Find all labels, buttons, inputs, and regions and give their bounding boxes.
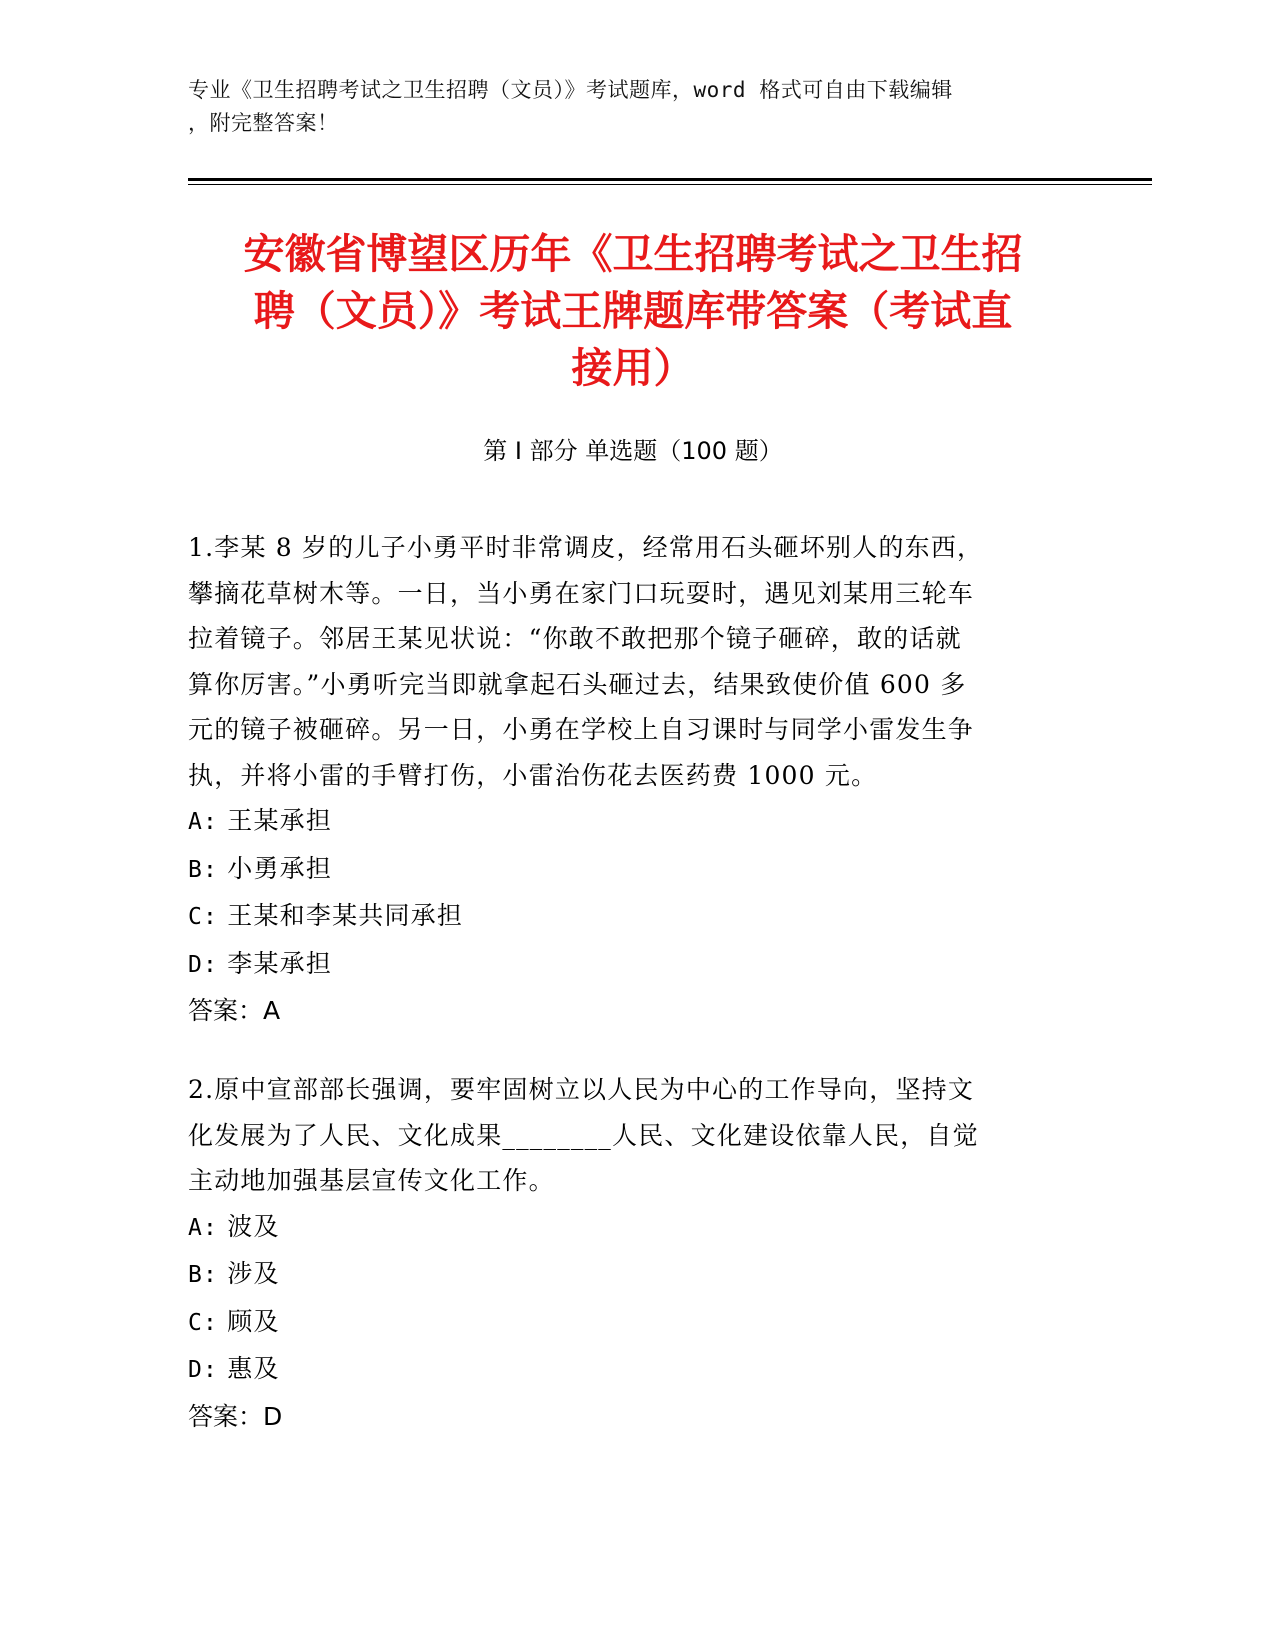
stem-line: 1.李某 8 岁的儿子小勇平时非常调皮，经常用石头砸坏别人的东西， xyxy=(188,533,984,562)
option-letter: D: xyxy=(188,1357,219,1383)
option-letter: D: xyxy=(188,951,219,978)
option-letter: B: xyxy=(188,856,219,883)
answer: 答案：A xyxy=(188,996,281,1025)
option-text: 涉及 xyxy=(227,1259,280,1288)
option-b xyxy=(188,846,1068,894)
stem-line: 化发展为了人民、文化成果________人民、文化建设依靠人民，自觉 xyxy=(188,1120,979,1150)
header-divider-thin xyxy=(188,184,1152,185)
title-line: 聘（文员）》考试王牌题库带答案（考试直 xyxy=(253,287,1013,335)
option-a xyxy=(188,1204,1068,1252)
option-text: 王某和李某共同承担 xyxy=(227,901,464,930)
option-d xyxy=(188,941,1068,989)
header-note-line: ，附完整答案！ xyxy=(188,111,339,135)
title-line: 接用） xyxy=(571,344,695,392)
stem-line: 元的镜子被砸碎。另一日，小勇在学校上自习课时与同学小雷发生争 xyxy=(188,715,975,744)
title-line: 安徽省博望区历年《卫生招聘考试之卫生招 xyxy=(243,230,1023,278)
header-divider-thick xyxy=(188,178,1152,181)
stem-line: 攀摘花草树木等。一日，当小勇在家门口玩耍时，遇见刘某用三轮车 xyxy=(188,578,975,608)
option-text: 顾及 xyxy=(227,1306,280,1336)
option-text: 惠及 xyxy=(227,1354,280,1383)
option-text: 李某承担 xyxy=(227,948,333,978)
document-title xyxy=(188,226,1078,397)
option-text: 小勇承担 xyxy=(227,853,333,883)
stem-line: 拉着镜子。邻居王某见状说：“你敢不敢把那个镜子砸碎，敢的话就 xyxy=(188,624,962,653)
option-letter: A: xyxy=(188,809,219,835)
option-c xyxy=(188,893,1068,941)
stem-line: 2.原中宣部部长强调，要牢固树立以人民为中心的工作导向，坚持文 xyxy=(188,1075,975,1104)
option-c xyxy=(188,1299,1068,1347)
header-note xyxy=(188,74,1068,140)
option-letter: C: xyxy=(188,1309,219,1336)
answer: 答案：D xyxy=(188,1401,283,1431)
section-heading: 第 I 部分 单选题（100 题） xyxy=(483,437,783,465)
stem-line: 主动地加强基层宣传文化工作。 xyxy=(188,1166,555,1195)
option-text: 波及 xyxy=(227,1211,280,1241)
stem-line: 执，并将小雷的手臂打伤，小雷治伤花去医药费 1000 元。 xyxy=(188,760,878,790)
option-b xyxy=(188,1251,1068,1299)
question-1 xyxy=(188,525,1068,1034)
option-text: 王某承担 xyxy=(227,806,333,835)
option-a xyxy=(188,798,1068,846)
option-letter: B: xyxy=(188,1262,219,1288)
question-stem xyxy=(188,1067,1068,1204)
option-d xyxy=(188,1346,1068,1394)
option-letter: A: xyxy=(188,1214,219,1241)
header-note-line: 专业《卫生招聘考试之卫生招聘（文员）》考试题库，word 格式可自由下载编辑 xyxy=(188,78,953,102)
question-2 xyxy=(188,1067,1068,1439)
stem-line: 算你厉害。”小勇听完当即就拿起石头砸过去，结果致使价值 600 多 xyxy=(188,669,967,699)
option-letter: C: xyxy=(188,904,219,930)
question-stem xyxy=(188,525,1068,798)
